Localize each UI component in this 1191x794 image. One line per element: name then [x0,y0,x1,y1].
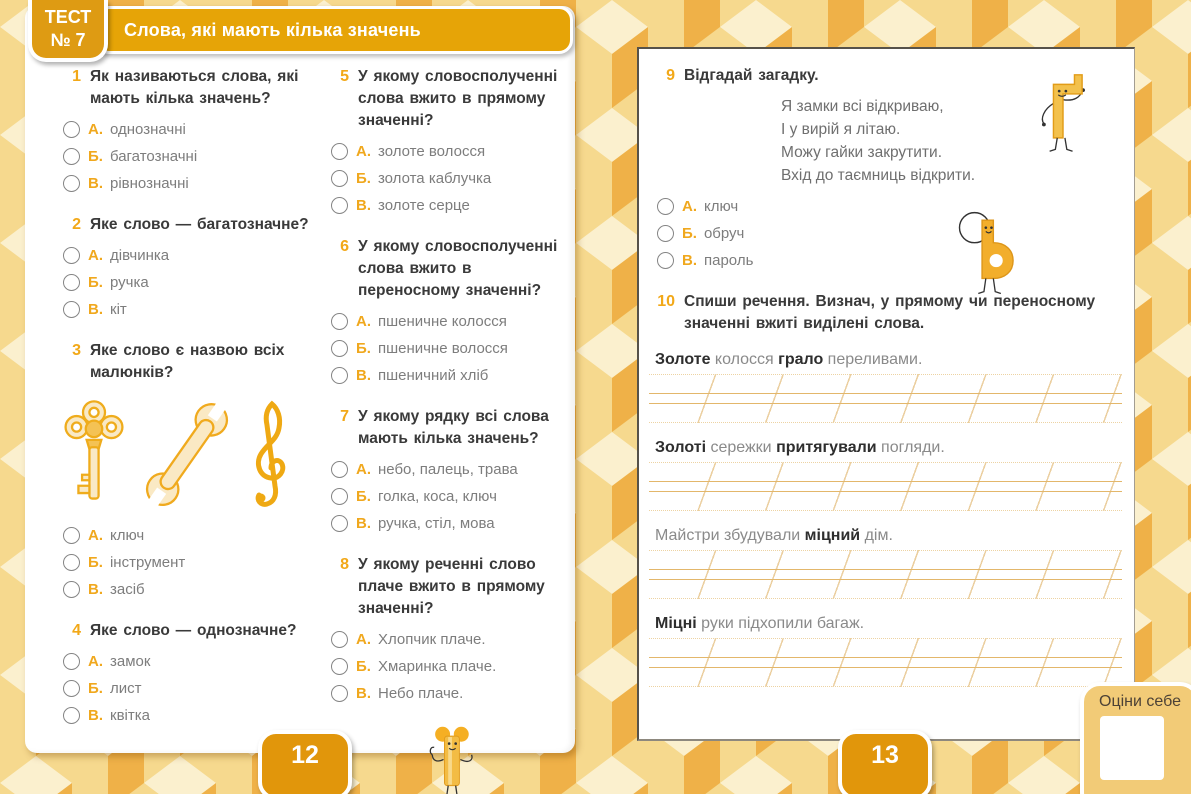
question-text: Як називаються слова, які мають кілька значень? [90,68,299,107]
question-text: У якому словосполученні слова вжито в прямому значенні? [358,68,558,129]
sentence-2: Золоті сережки притягували погляди. [655,439,945,456]
left-column [61,66,313,746]
answer-option[interactable]: А. ключ [655,195,1116,217]
radio-circle-icon[interactable] [331,340,348,357]
test-number-badge [28,0,108,62]
right-page [637,47,1135,741]
question-9 [655,65,1116,271]
answer-option[interactable]: Б. обруч [655,222,1116,244]
question-3 [61,340,313,600]
radio-circle-icon[interactable] [63,581,80,598]
answer-option[interactable]: В. пшеничний хліб [329,364,573,386]
radio-circle-icon[interactable] [63,148,80,165]
answer-option[interactable]: Б. ручка [61,271,313,293]
radio-circle-icon[interactable] [657,252,674,269]
question-3-pictures [61,392,313,516]
self-check-box [1080,682,1191,794]
riddle-text: Я замки всі відкриваю, І у вирій я літаю. Можу гайки закрутити. Вхід до таємниць відкрити. [781,98,976,184]
sentence-3: Майстри збудували міцний дім. [655,527,893,544]
question-text: Яке слово є назвою всіх малюнків? [90,342,285,381]
answer-option[interactable]: А. ключ [61,524,313,546]
answer-option[interactable]: А. пшеничне колосся [329,310,573,332]
radio-circle-icon[interactable] [63,247,80,264]
radio-circle-icon[interactable] [331,170,348,187]
answer-option[interactable]: В. кіт [61,298,313,320]
question-number: 5 [340,68,349,85]
writing-lines[interactable] [649,638,1122,687]
answer-option[interactable]: Б. інструмент [61,551,313,573]
question-7 [329,406,573,534]
radio-circle-icon[interactable] [331,367,348,384]
answer-option[interactable]: Б. лист [61,677,313,699]
radio-circle-icon[interactable] [331,197,348,214]
radio-circle-icon[interactable] [331,461,348,478]
writing-lines[interactable] [649,550,1122,599]
letter-soft-sign-with-hoop-mascot [950,207,1016,301]
answer-option[interactable]: В. пароль [655,249,1116,271]
radio-circle-icon[interactable] [63,680,80,697]
question-number: 7 [340,408,349,425]
treble-clef-icon [247,398,295,516]
question-text: Яке слово — багатозначне? [90,216,309,233]
radio-circle-icon[interactable] [63,121,80,138]
test-badge-line2: № 7 [50,30,86,50]
answer-option[interactable]: Б. золота каблучка [329,167,573,189]
header-title: Слова, які мають кілька значень [124,19,421,40]
radio-circle-icon[interactable] [657,225,674,242]
answer-option[interactable]: В. золоте серце [329,194,573,216]
answer-option[interactable]: Б. голка, коса, ключ [329,485,573,507]
question-number: 4 [72,622,81,639]
radio-circle-icon[interactable] [63,274,80,291]
letter-g-mascot [1034,71,1092,157]
answer-option[interactable]: А. дівчинка [61,244,313,266]
question-text: Спиши речення. Визнач, у прямому чи переносному значенні вжиті виділені слова. [684,293,1096,332]
question-text: У якому рядку всі слова мають кілька значень? [358,408,549,447]
answer-option[interactable]: В. засіб [61,578,313,600]
radio-circle-icon[interactable] [331,685,348,702]
question-4 [61,620,313,726]
answer-option[interactable]: А. однозначні [61,118,313,140]
answer-option[interactable]: В. ручка, стіл, мова [329,512,573,534]
radio-circle-icon[interactable] [331,313,348,330]
radio-circle-icon[interactable] [63,527,80,544]
radio-circle-icon[interactable] [63,175,80,192]
question-text: У якому словосполученні слова вжито в переносному значенні? [358,238,558,299]
question-number: 3 [72,342,81,359]
answer-option[interactable]: Б. Хмаринка плаче. [329,655,573,677]
question-number: 10 [657,293,675,310]
self-check-input-square[interactable] [1100,716,1164,780]
question-number: 9 [666,67,675,84]
answer-option[interactable]: А. замок [61,650,313,672]
answer-option[interactable]: В. квітка [61,704,313,726]
page-number-right: 13 [838,730,932,794]
radio-circle-icon[interactable] [657,198,674,215]
question-number: 2 [72,216,81,233]
writing-lines[interactable] [649,374,1122,423]
radio-circle-icon[interactable] [331,631,348,648]
answer-option[interactable]: В. Небо плаче. [329,682,573,704]
radio-circle-icon[interactable] [63,554,80,571]
question-text: Яке слово — однозначне? [90,622,297,639]
answer-option[interactable]: Б. пшеничне волосся [329,337,573,359]
page-number-left: 12 [258,730,352,794]
question-text: У якому реченні слово плаче вжито в прямому значенні? [358,556,545,617]
radio-circle-icon[interactable] [331,143,348,160]
answer-option[interactable]: А. небо, палець, трава [329,458,573,480]
wrench-icon [141,394,233,516]
radio-circle-icon[interactable] [331,658,348,675]
answer-option[interactable]: Б. багатозначні [61,145,313,167]
radio-circle-icon[interactable] [63,653,80,670]
answer-option[interactable]: А. Хлопчик плаче. [329,628,573,650]
question-10 [655,291,1116,687]
radio-circle-icon[interactable] [63,301,80,318]
left-page [25,6,575,753]
self-check-label: Оціни себе [1099,693,1181,710]
question-8 [329,554,573,704]
pencil-mouse-mascot [422,724,480,794]
writing-lines[interactable] [649,462,1122,511]
test-header [95,6,573,54]
question-5 [329,66,573,216]
right-column [329,66,573,794]
radio-circle-icon[interactable] [63,707,80,724]
answer-option[interactable]: В. рівнозначні [61,172,313,194]
question-text: Відгадай загадку. [684,67,819,84]
question-2 [61,214,313,320]
question-1 [61,66,313,194]
question-number: 1 [72,68,81,85]
question-6 [329,236,573,386]
radio-circle-icon[interactable] [331,515,348,532]
radio-circle-icon[interactable] [331,488,348,505]
test-badge-line1: ТЕСТ [44,7,92,27]
question-number: 6 [340,238,349,255]
answer-option[interactable]: А. золоте волосся [329,140,573,162]
key-icon [61,394,127,516]
sentence-4: Міцні руки підхопили багаж. [655,615,865,632]
question-number: 8 [340,556,349,573]
sentence-1: Золоте колосся грало переливами. [655,351,923,368]
